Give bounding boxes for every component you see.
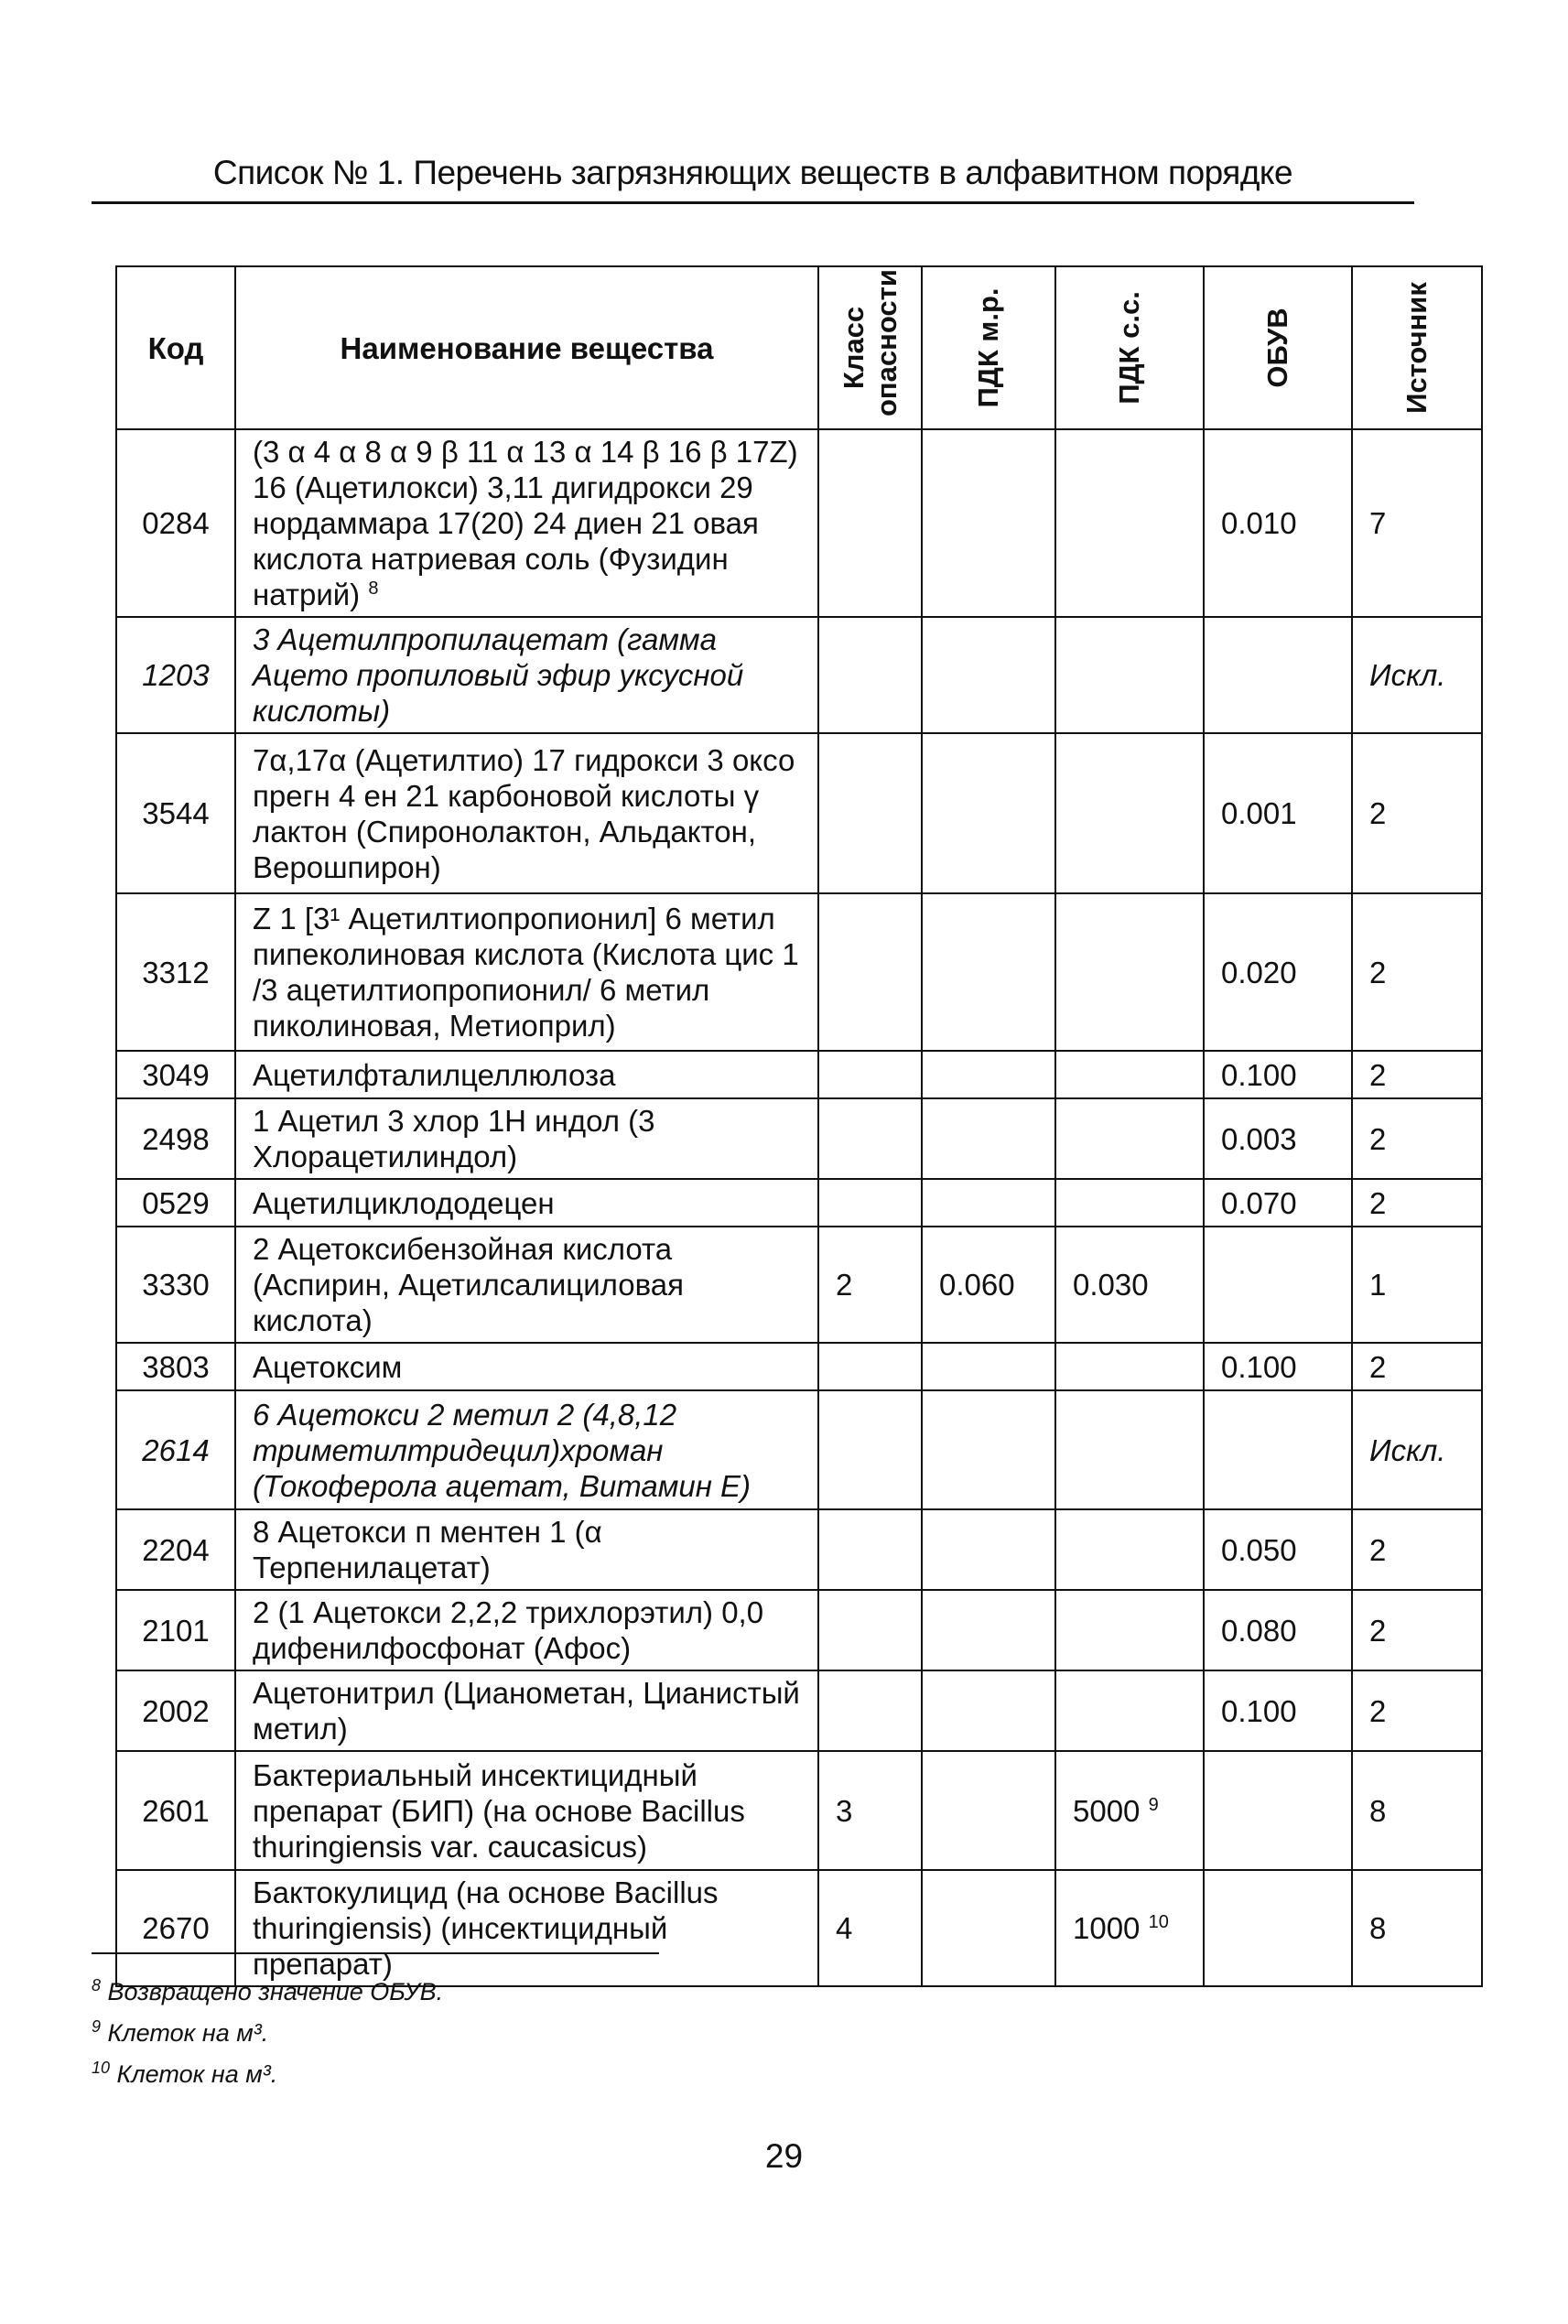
cell-pdk-ss xyxy=(1055,1051,1204,1098)
cell-hazard-class xyxy=(818,1390,922,1509)
cell-code: 2204 xyxy=(116,1509,235,1590)
cell-source: Искл. xyxy=(1352,617,1482,733)
table-row xyxy=(116,1343,1482,1390)
cell-pdk-ss xyxy=(1055,1670,1204,1751)
cell-source: 2 xyxy=(1352,1509,1482,1590)
cell-obuv: 0.001 xyxy=(1204,733,1352,893)
cell-pdk-mr xyxy=(922,1590,1055,1670)
cell-hazard-class: 3 xyxy=(818,1751,922,1870)
cell-code: 0284 xyxy=(116,429,235,617)
cell-pdk-mr xyxy=(922,1051,1055,1098)
table-row xyxy=(116,1390,1482,1509)
cell-obuv xyxy=(1204,1870,1352,1986)
cell-name: Z 1 [3¹ Ацетилтиопропионил] 6 метил пипеколиновая кислота (Кислота цис 1 /3 ацетилтиопропионил/ 6 метил пиколиновая, Метиоприл) xyxy=(235,893,818,1051)
cell-source: 1 xyxy=(1352,1227,1482,1343)
cell-hazard-class xyxy=(818,1670,922,1751)
cell-pdk-mr xyxy=(922,893,1055,1051)
cell-code: 2498 xyxy=(116,1098,235,1179)
table-row xyxy=(116,617,1482,733)
cell-pdk-ss xyxy=(1055,1343,1204,1390)
cell-hazard-class: 4 xyxy=(818,1870,922,1986)
header-pdk-ss: ПДК с.с. xyxy=(1055,266,1204,429)
cell-source: 8 xyxy=(1352,1870,1482,1986)
cell-obuv: 0.100 xyxy=(1204,1343,1352,1390)
cell-name: 6 Ацетокси 2 метил 2 (4,8,12 триметилтридецил)хроман (Токоферола ацетат, Витамин Е) xyxy=(235,1390,818,1509)
cell-pdk-mr xyxy=(922,733,1055,893)
cell-source: 2 xyxy=(1352,1098,1482,1179)
footnote-ref: 9 xyxy=(1148,1794,1159,1815)
cell-name: Ацетилфталилцеллюлоза xyxy=(235,1051,818,1098)
page-number: 29 xyxy=(764,2137,804,2175)
footnote-ref: 10 xyxy=(1148,1912,1169,1932)
cell-code: 3330 xyxy=(116,1227,235,1343)
cell-pdk-mr xyxy=(922,1870,1055,1986)
cell-hazard-class xyxy=(818,429,922,617)
header-source: Источник xyxy=(1352,266,1482,429)
cell-pdk-mr xyxy=(922,1751,1055,1870)
footnote-ref: 8 xyxy=(368,578,379,599)
cell-obuv: 0.080 xyxy=(1204,1590,1352,1670)
cell-code: 3803 xyxy=(116,1343,235,1390)
cell-name: Ацетонитрил (Цианометан, Цианистый метил) xyxy=(235,1670,818,1751)
cell-hazard-class xyxy=(818,733,922,893)
cell-pdk-mr xyxy=(922,1390,1055,1509)
cell-obuv: 0.070 xyxy=(1204,1179,1352,1227)
cell-source: 2 xyxy=(1352,1670,1482,1751)
cell-name: 8 Ацетокси п ментен 1 (α Терпенилацетат) xyxy=(235,1509,818,1590)
table-row xyxy=(116,429,1482,617)
cell-obuv xyxy=(1204,1751,1352,1870)
cell-pdk-mr xyxy=(922,617,1055,733)
cell-name: 2 (1 Ацетокси 2,2,2 трихлорэтил) 0,0 дифенилфосфонат (Афос) xyxy=(235,1590,818,1670)
cell-obuv xyxy=(1204,617,1352,733)
cell-source: 2 xyxy=(1352,1179,1482,1227)
cell-pdk-ss xyxy=(1055,429,1204,617)
cell-code: 3544 xyxy=(116,733,235,893)
cell-code: 2002 xyxy=(116,1670,235,1751)
cell-code: 0529 xyxy=(116,1179,235,1227)
cell-hazard-class xyxy=(818,1179,922,1227)
cell-source: Искл. xyxy=(1352,1390,1482,1509)
cell-hazard-class xyxy=(818,1343,922,1390)
cell-pdk-mr xyxy=(922,1179,1055,1227)
cell-pdk-ss: 5000 $^9$ xyxy=(1055,1751,1204,1870)
cell-hazard-class xyxy=(818,1051,922,1098)
cell-source: 2 xyxy=(1352,1343,1482,1390)
page-title: Список № 1. Перечень загрязняющих веществ в алфавитном порядке xyxy=(212,154,1293,191)
cell-code: 2614 xyxy=(116,1390,235,1509)
cell-obuv: 0.010 xyxy=(1204,429,1352,617)
cell-name: 3 Ацетилпропилацетат (гамма Ацето пропиловый эфир уксусной кислоты) xyxy=(235,617,818,733)
cell-pdk-mr: 0.060 xyxy=(922,1227,1055,1343)
cell-code: 2601 xyxy=(116,1751,235,1870)
cell-name: 1 Ацетил 3 хлор 1Н индол (3 Хлорацетилиндол) xyxy=(235,1098,818,1179)
header-pdk-mr: ПДК м.р. xyxy=(922,266,1055,429)
cell-obuv: 0.100 xyxy=(1204,1051,1352,1098)
table-row xyxy=(116,1590,1482,1670)
footnote-9: $^9$ Клеток на м³. xyxy=(92,2017,269,2047)
footnote-rule xyxy=(92,1952,659,1954)
cell-pdk-mr xyxy=(922,1509,1055,1590)
cell-code: 3312 xyxy=(116,893,235,1051)
cell-hazard-class xyxy=(818,893,922,1051)
header-hazard-class: Класс опасности xyxy=(818,266,922,429)
cell-obuv xyxy=(1204,1227,1352,1343)
cell-code: 2101 xyxy=(116,1590,235,1670)
cell-code: 3049 xyxy=(116,1051,235,1098)
table-row xyxy=(116,733,1482,893)
cell-source: 8 xyxy=(1352,1751,1482,1870)
cell-source: 2 xyxy=(1352,733,1482,893)
cell-obuv: 0.050 xyxy=(1204,1509,1352,1590)
cell-source: 2 xyxy=(1352,1051,1482,1098)
cell-pdk-ss xyxy=(1055,1590,1204,1670)
cell-source: 7 xyxy=(1352,429,1482,617)
table-row xyxy=(116,1098,1482,1179)
table-header-row xyxy=(116,266,1482,429)
cell-name: Бактериальный инсектицидный препарат (БИП) (на основе Bacillus thuringiensis var. caucasicus) xyxy=(235,1751,818,1870)
cell-pdk-mr xyxy=(922,1670,1055,1751)
cell-pdk-ss xyxy=(1055,733,1204,893)
cell-source: 2 xyxy=(1352,893,1482,1051)
cell-name: Бактокулицид (на основе Bacillus thuringiensis) (инсектицидный препарат) xyxy=(235,1870,818,1986)
cell-pdk-mr xyxy=(922,429,1055,617)
cell-hazard-class xyxy=(818,1098,922,1179)
substances-table xyxy=(115,265,1483,1987)
cell-name: 2 Ацетоксибензойная кислота (Аспирин, Ацетилсалициловая кислота) xyxy=(235,1227,818,1343)
cell-hazard-class xyxy=(818,617,922,733)
cell-name: Ацетоксим xyxy=(235,1343,818,1390)
cell-hazard-class xyxy=(818,1590,922,1670)
table-row xyxy=(116,1051,1482,1098)
title-rule xyxy=(92,201,1414,204)
footnote-8: $^8$ Возвращено значение ОБУВ. xyxy=(92,1976,444,2005)
cell-pdk-ss xyxy=(1055,617,1204,733)
table-row xyxy=(116,893,1482,1051)
cell-pdk-ss xyxy=(1055,1390,1204,1509)
cell-pdk-ss xyxy=(1055,1509,1204,1590)
footnotes xyxy=(92,1968,443,2092)
cell-obuv xyxy=(1204,1390,1352,1509)
footnote-10: $^{10}$ Клеток на м³. xyxy=(92,2059,278,2088)
cell-pdk-ss xyxy=(1055,1179,1204,1227)
cell-obuv: 0.003 xyxy=(1204,1098,1352,1179)
cell-pdk-mr xyxy=(922,1098,1055,1179)
cell-pdk-ss xyxy=(1055,1098,1204,1179)
cell-pdk-ss xyxy=(1055,893,1204,1051)
header-name: Наименование вещества xyxy=(235,266,818,429)
header-code: Код xyxy=(116,266,235,429)
cell-hazard-class: 2 xyxy=(818,1227,922,1343)
cell-name: (3 α 4 α 8 α 9 β 11 α 13 α 14 β 16 β 17Z) 16 (Ацетилокси) 3,11 дигидрокси 29 нордаммара 17(20) 24 диен 21 овая кислота натриевая соль (Фузидин натрий) $^8$ xyxy=(235,429,818,617)
cell-pdk-ss: 0.030 xyxy=(1055,1227,1204,1343)
cell-code: 2670 xyxy=(116,1870,235,1986)
cell-obuv: 0.100 xyxy=(1204,1670,1352,1751)
table-row xyxy=(116,1509,1482,1590)
cell-obuv: 0.020 xyxy=(1204,893,1352,1051)
cell-pdk-mr xyxy=(922,1343,1055,1390)
cell-pdk-ss: 1000 $^{10}$ xyxy=(1055,1870,1204,1986)
table-row xyxy=(116,1227,1482,1343)
table-row xyxy=(116,1670,1482,1751)
table-row xyxy=(116,1179,1482,1227)
header-obuv: ОБУВ xyxy=(1204,266,1352,429)
table-row xyxy=(116,1751,1482,1870)
cell-hazard-class xyxy=(818,1509,922,1590)
cell-source: 2 xyxy=(1352,1590,1482,1670)
cell-name: Ацетилциклододецен xyxy=(235,1179,818,1227)
cell-code: 1203 xyxy=(116,617,235,733)
cell-name: 7α,17α (Ацетилтио) 17 гидрокси 3 оксо прегн 4 ен 21 карбоновой кислоты γ лактон (Спиронолактон, Альдактон, Верошпирон) xyxy=(235,733,818,893)
